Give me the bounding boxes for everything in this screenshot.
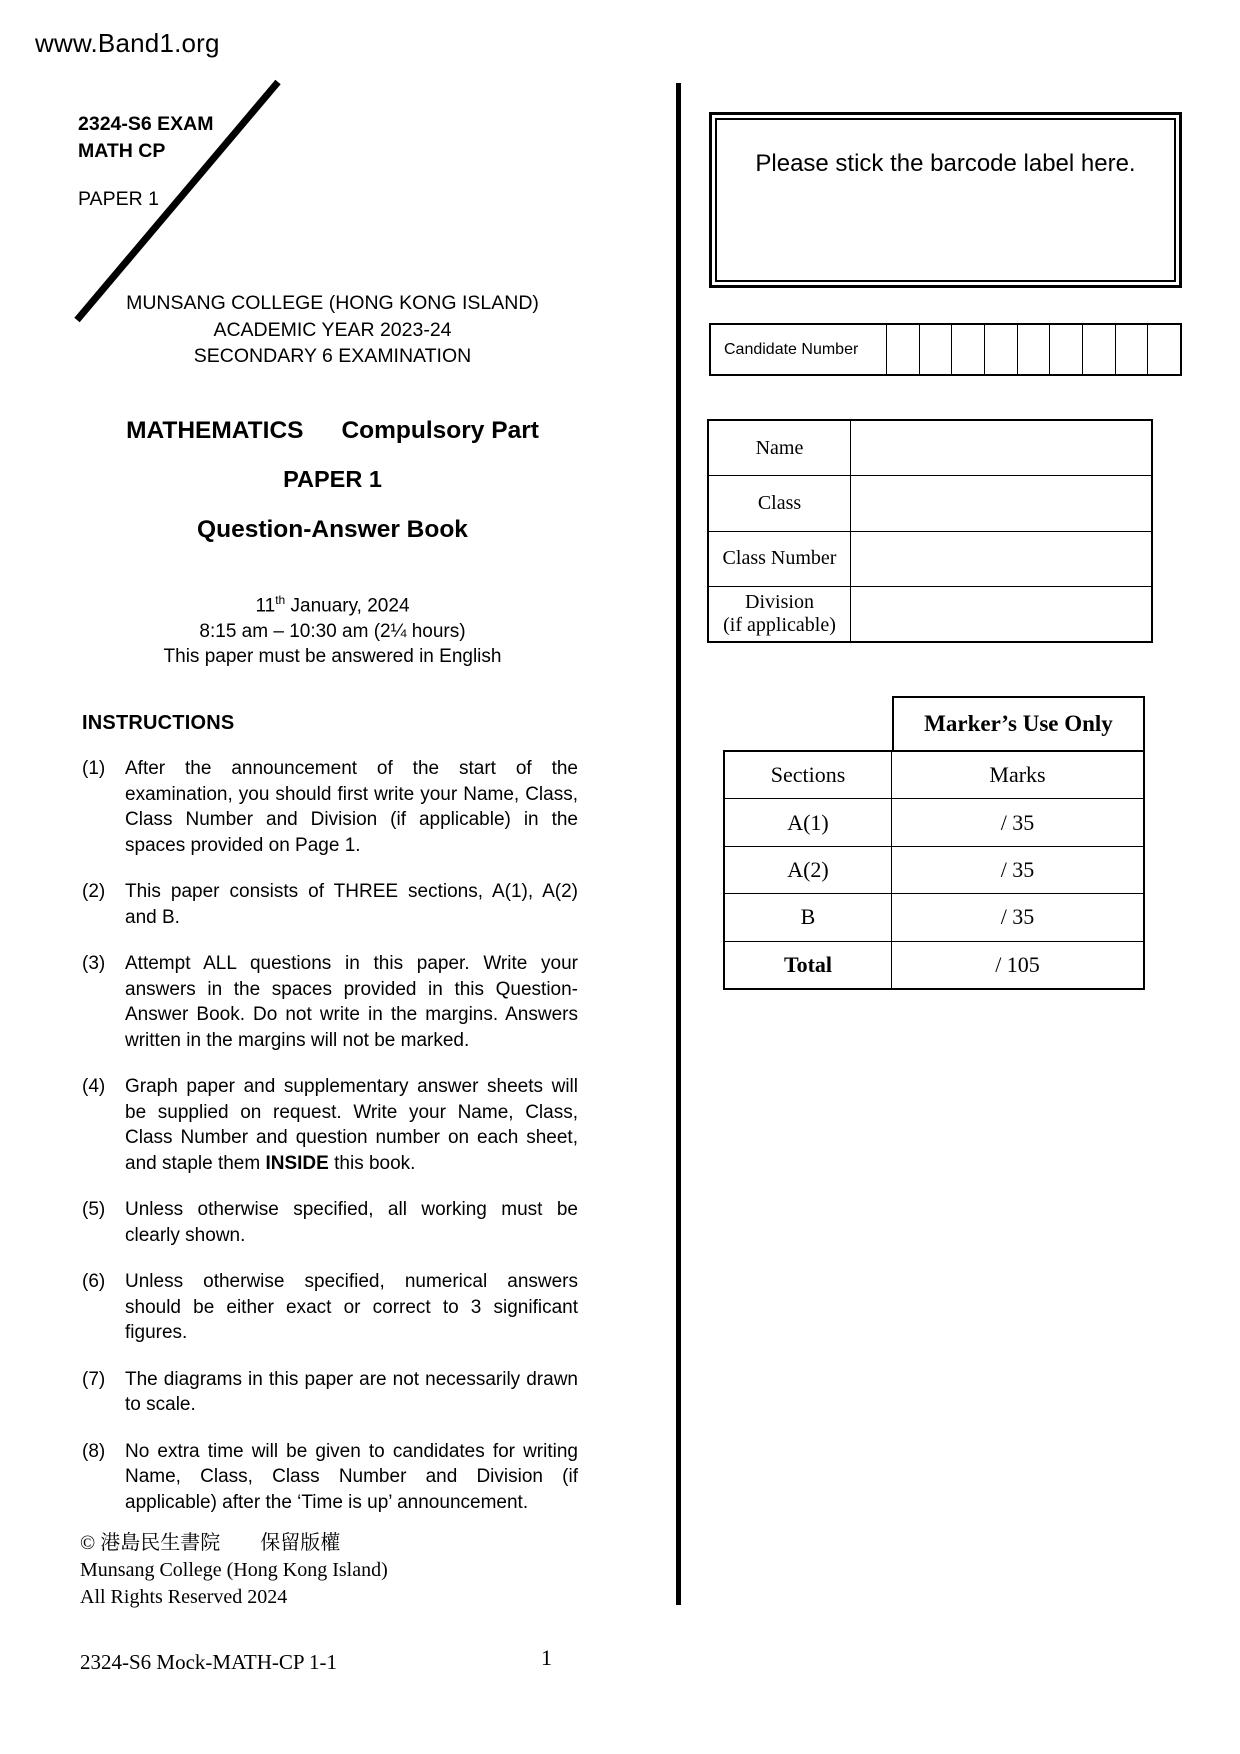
instruction-text-segment: The diagrams in this paper are not necessarily drawn to scale.	[125, 1368, 578, 1415]
exam-paper-line: PAPER 1	[78, 188, 159, 210]
academic-year: ACADEMIC YEAR 2023-24	[213, 318, 452, 341]
marker-col-marks: Marks	[989, 762, 1046, 788]
instruction-number: (5)	[82, 1199, 106, 1220]
instruction-number: (2)	[82, 881, 106, 902]
instruction-item	[82, 1074, 578, 1176]
paper-title-subject: MATHEMATICS	[126, 417, 304, 444]
student-info-input-cell[interactable]	[851, 587, 1151, 641]
barcode-label-box-inner	[715, 118, 1176, 282]
copyright-block	[80, 1530, 388, 1611]
instruction-text	[125, 1197, 578, 1248]
candidate-number-cell[interactable]	[887, 325, 919, 374]
instruction-item	[82, 1367, 578, 1418]
student-info-table	[707, 419, 1153, 643]
candidate-number-cell[interactable]	[1115, 325, 1148, 374]
marker-row	[725, 798, 1143, 845]
paper-title	[80, 417, 585, 445]
barcode-instruction: Please stick the barcode label here.	[755, 150, 1136, 177]
marker-col-sections: Sections	[725, 752, 892, 798]
copyright-school: Munsang College (Hong Kong Island)	[80, 1559, 388, 1581]
paper-title-part: Compulsory Part	[341, 417, 539, 444]
student-info-label-line: Class Number	[722, 547, 837, 570]
marker-section-cell: A(1)	[725, 799, 892, 845]
instruction-text-segment: Unless otherwise specified, numerical answers should be either exact or correct to 3 significant figures.	[125, 1271, 578, 1343]
instruction-item	[82, 879, 578, 930]
exam-date: 11th January, 2024	[255, 593, 410, 617]
school-block	[80, 290, 585, 370]
barcode-label-box	[709, 112, 1182, 288]
watermark-url: www.Band1.org	[35, 28, 220, 58]
instructions-heading: INSTRUCTIONS	[82, 712, 235, 734]
instruction-number: (7)	[82, 1368, 106, 1390]
instruction-item	[82, 756, 578, 858]
copyright-rights: All Rights Reserved 2024	[80, 1586, 288, 1608]
instruction-text	[125, 1074, 578, 1176]
marker-section-cell: Total	[725, 942, 892, 988]
instruction-text	[125, 1367, 578, 1418]
candidate-number-cell[interactable]	[1082, 325, 1115, 374]
candidate-number-cell[interactable]	[1147, 325, 1180, 374]
marker-marks-cell: / 105	[995, 951, 1040, 977]
exam-code-line: 2324-S6 EXAM	[78, 113, 214, 135]
student-info-row	[709, 475, 1151, 530]
instruction-item	[82, 1269, 578, 1346]
ordinal-suffix: th	[275, 593, 286, 607]
student-info-label-line: Class	[757, 491, 802, 514]
student-info-input-cell[interactable]	[851, 421, 1151, 475]
exam-time: 8:15 am – 10:30 am (2¼ hours)	[199, 620, 466, 642]
marker-marks-cell: / 35	[1000, 857, 1035, 883]
student-info-label-line: Division	[745, 590, 814, 613]
student-info-label-line: Name	[755, 436, 804, 459]
marker-section-cell: A(2)	[725, 847, 892, 893]
instruction-text	[125, 1439, 578, 1516]
instruction-number: (4)	[82, 1076, 106, 1097]
instruction-text-segment: No extra time will be given to candidates for writing Name, Class, Class Number and Division (if applicable) after the ‘Time is up’ announcement.	[125, 1440, 578, 1513]
instruction-text-segment: After the announcement of the start of the examination, you should first write your Name, Class, Class Number and Division (if applicable) in the spaces provided on Page 1.	[125, 758, 578, 856]
marker-use-only-header: Marker’s Use Only	[892, 696, 1145, 750]
instructions-list	[82, 756, 578, 1536]
student-info-label	[709, 532, 851, 586]
marker-marks-cell: / 35	[1000, 904, 1035, 930]
instruction-text	[125, 879, 578, 930]
candidate-number-cell[interactable]	[984, 325, 1017, 374]
copyright-chinese: © 港島民生書院 保留版權	[80, 1532, 341, 1554]
instruction-number: (8)	[82, 1440, 106, 1462]
instruction-item	[82, 1439, 578, 1516]
page-number: 1	[541, 1645, 552, 1670]
student-info-row	[709, 586, 1151, 641]
student-info-label	[709, 421, 851, 475]
marker-row	[725, 941, 1143, 988]
marker-header-row	[725, 752, 1143, 798]
instruction-text-bold: INSIDE	[265, 1152, 329, 1174]
candidate-number-cell[interactable]	[1017, 325, 1050, 374]
instruction-text-segment: This paper consists of THREE sections, A(1), A(2) and B.	[125, 881, 578, 928]
instruction-text	[125, 1269, 578, 1346]
marker-row	[725, 846, 1143, 893]
exam-name: SECONDARY 6 EXAMINATION	[193, 345, 472, 367]
exam-language: This paper must be answered in English	[163, 646, 502, 668]
marker-section-cell: B	[725, 894, 892, 940]
school-name: MUNSANG COLLEGE (HONG KONG ISLAND)	[126, 292, 539, 314]
paper-number: PAPER 1	[283, 466, 382, 492]
candidate-number-table	[709, 323, 1182, 376]
book-type: Question-Answer Book	[197, 516, 468, 543]
session-block	[80, 588, 585, 670]
candidate-number-cell[interactable]	[1049, 325, 1082, 374]
instruction-number: (1)	[82, 758, 106, 779]
instruction-number: (3)	[82, 953, 106, 974]
instruction-text	[125, 951, 578, 1053]
instruction-number: (6)	[82, 1271, 106, 1292]
marker-row	[725, 893, 1143, 940]
candidate-number-cell[interactable]	[951, 325, 984, 374]
marker-table	[723, 750, 1145, 990]
student-info-label	[709, 587, 851, 641]
student-info-input-cell[interactable]	[851, 532, 1151, 586]
student-info-row	[709, 531, 1151, 586]
student-info-input-cell[interactable]	[851, 476, 1151, 530]
instruction-item	[82, 1197, 578, 1248]
candidate-number-cells	[887, 325, 1180, 374]
footer-document-code: 2324-S6 Mock-MATH-CP 1-1	[80, 1650, 338, 1674]
exam-code-block	[78, 111, 213, 213]
instruction-text-segment: this book.	[328, 1152, 416, 1174]
candidate-number-label: Candidate Number	[711, 325, 887, 374]
student-info-label-line2: (if applicable)	[723, 613, 836, 636]
instruction-text-segment: Attempt ALL questions in this paper. Write your answers in the spaces provided in this Question-Answer Book. Do not write in the margins. Answers written in the margins will not be marked.	[125, 953, 578, 1051]
instruction-item	[82, 951, 578, 1053]
instruction-text-segment: Graph paper and supplementary answer sheets will be supplied on request. Write your Name, Class, Class Number and question number on each sheet, and staple them	[125, 1076, 578, 1174]
candidate-number-cell[interactable]	[919, 325, 952, 374]
column-divider-rule	[676, 83, 681, 1605]
instruction-text	[125, 756, 578, 858]
instruction-text-segment: Unless otherwise specified, all working must be clearly shown.	[125, 1199, 578, 1246]
student-info-label	[709, 476, 851, 530]
marker-marks-cell: / 35	[1000, 809, 1035, 835]
exam-subject-line: MATH CP	[78, 140, 166, 162]
student-info-row	[709, 421, 1151, 475]
